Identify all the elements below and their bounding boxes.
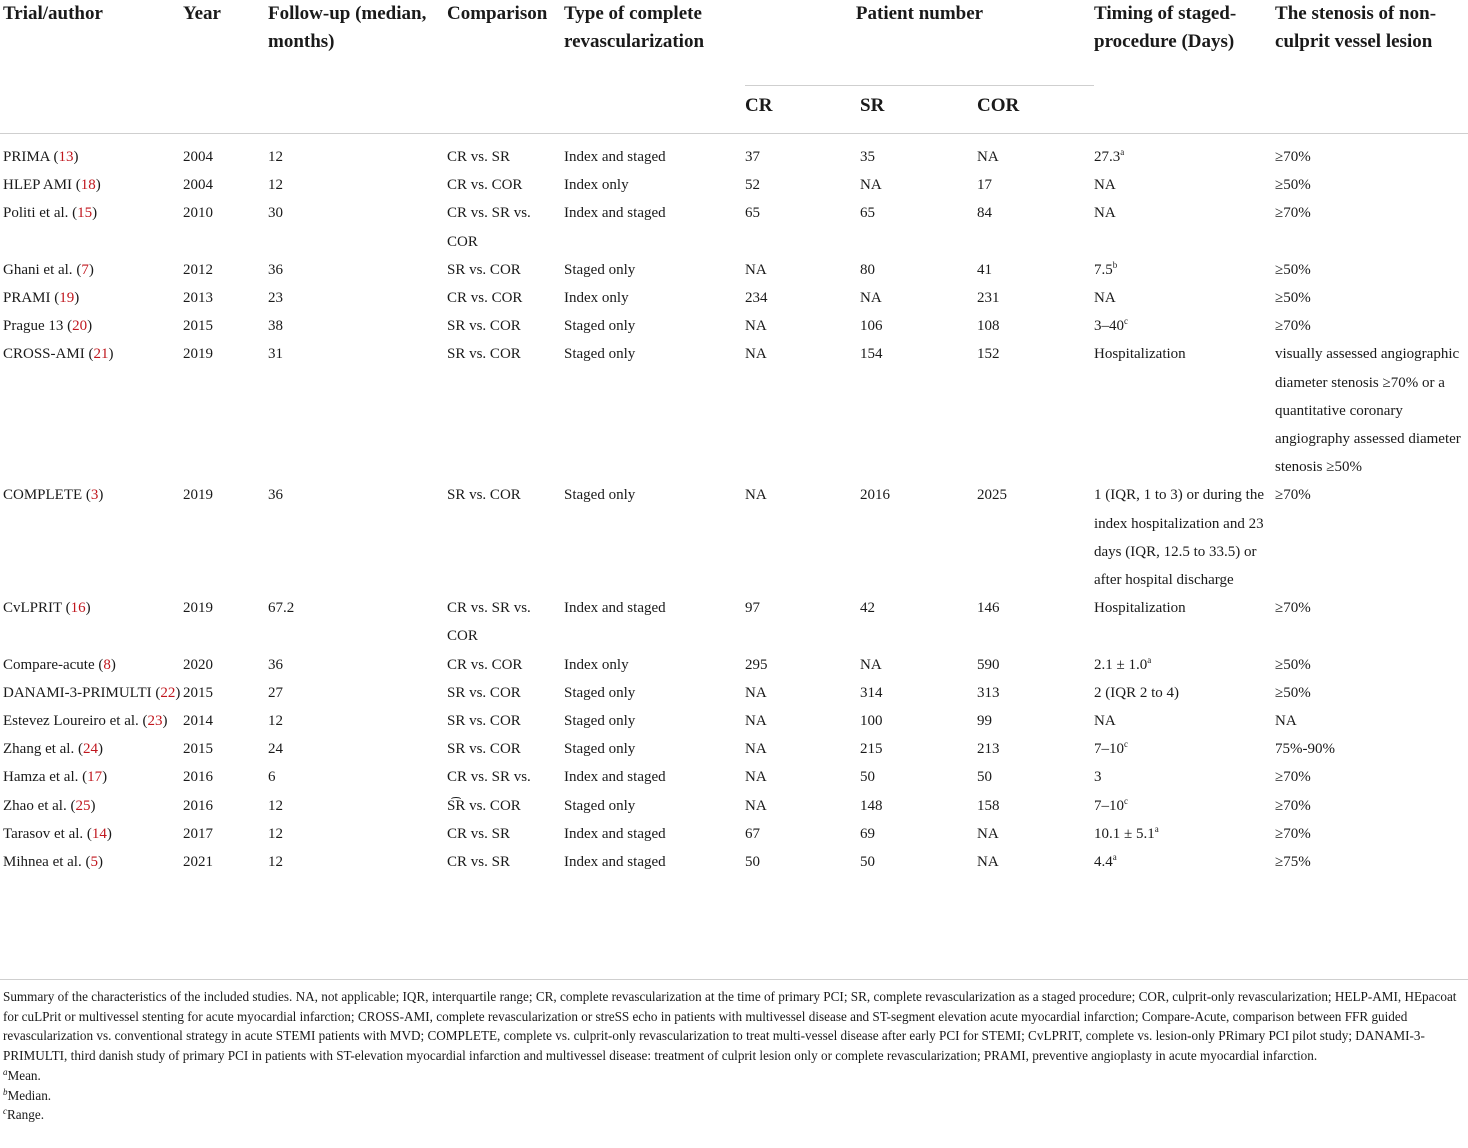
timing-value: Hospitalization — [1094, 346, 1186, 363]
cell-timing — [1094, 820, 1275, 848]
trial-name: Prague 13 — [3, 318, 64, 335]
footnote-marker: c — [1124, 795, 1129, 806]
timing-value: 7.5 — [1094, 261, 1113, 278]
cell-trial: COMPLETE (3) — [3, 487, 104, 504]
cell-timing — [1094, 340, 1275, 481]
cell-trial: Ghani et al. (7) — [3, 261, 94, 278]
cell-follow: 23 — [268, 290, 283, 307]
cell-cr: NA — [745, 713, 767, 730]
cell-sr: 65 — [860, 205, 875, 222]
cell-type: Staged only — [564, 487, 636, 504]
header-sr: SR — [860, 85, 977, 133]
header-spacer — [0, 133, 1468, 143]
table-row — [0, 312, 1468, 340]
timing-value: 3–40 — [1094, 318, 1125, 335]
reference-link[interactable]: 7 — [81, 261, 89, 278]
cell-comparison: SR vs. COR — [447, 346, 521, 363]
cell-timing — [1094, 284, 1275, 312]
table-row — [0, 284, 1468, 312]
cell-type: Staged only — [564, 318, 636, 335]
trial-name: Estevez Loureiro et al. — [3, 713, 139, 730]
cell-comparison: CR vs. SR vs. — [447, 769, 531, 786]
cell-cor: NA — [977, 854, 999, 871]
footnote-b — [3, 1086, 1465, 1106]
reference-link[interactable]: 18 — [80, 177, 96, 194]
trial-name: Hamza et al. — [3, 769, 79, 786]
table-row — [0, 143, 1468, 171]
table-row — [0, 594, 1468, 650]
timing-value: NA — [1094, 177, 1116, 194]
cell-sr: 50 — [860, 854, 875, 871]
trial-name: DANAMI-3-PRIMULTI — [3, 684, 152, 701]
trial-name: Ghani et al. — [3, 261, 73, 278]
cell-cr: NA — [745, 797, 767, 814]
cell-timing — [1094, 735, 1275, 763]
cell-follow: 12 — [268, 825, 283, 842]
cell-year: 2015 — [183, 318, 213, 335]
table-row — [0, 171, 1468, 199]
table-row — [0, 651, 1468, 679]
cell-trial: Mihnea et al. (5) — [3, 854, 103, 871]
cell-comparison: SR vs. COR — [447, 741, 521, 758]
cell-cr: NA — [745, 261, 767, 278]
reference-link[interactable]: 16 — [70, 600, 86, 617]
cell-year: 2019 — [183, 600, 213, 617]
cell-timing — [1094, 312, 1275, 340]
reference-link[interactable]: 5 — [90, 854, 98, 871]
cell-follow: 12 — [268, 713, 283, 730]
cell-trial: HLEP AMI (18) — [3, 177, 101, 194]
cell-type: Staged only — [564, 684, 636, 701]
cell-trial: Compare-acute (8) — [3, 656, 116, 673]
cell-cor: 146 — [977, 600, 1000, 617]
trial-name: Zhao et al. — [3, 797, 67, 814]
cell-cor: 152 — [977, 346, 1000, 363]
footnote-marker: a — [1112, 852, 1117, 863]
cell-comparison: SR vs. COR — [447, 487, 521, 504]
header-type: Type of complete revascularization — [564, 0, 745, 133]
cell-cr: 65 — [745, 205, 760, 222]
cell-sr: 42 — [860, 600, 875, 617]
cell-cr: 97 — [745, 600, 760, 617]
reference-link[interactable]: 13 — [58, 149, 74, 165]
cell-type: Index and staged — [564, 600, 666, 617]
cell-cor: 313 — [977, 684, 1000, 701]
footnote-divider — [0, 979, 1468, 980]
table-row — [0, 340, 1468, 481]
table-row — [0, 199, 1468, 255]
table-row — [0, 679, 1468, 707]
cell-timing — [1094, 171, 1275, 199]
footnote-b-text: Median. — [7, 1087, 52, 1103]
cell-follow: 12 — [268, 854, 283, 871]
cell-sr: 154 — [860, 346, 883, 363]
trial-name: HLEP AMI — [3, 177, 73, 194]
cell-type: Index and staged — [564, 149, 666, 165]
cell-cr: 50 — [745, 854, 760, 871]
trial-name: PRIMA — [3, 149, 50, 165]
cell-year: 2004 — [183, 149, 213, 165]
table-row — [0, 735, 1468, 763]
trial-name: Mihnea et al. — [3, 854, 82, 871]
cell-timing — [1094, 679, 1275, 707]
footnote-a — [3, 1066, 1465, 1086]
trial-name: PRAMI — [3, 290, 51, 307]
cell-comparison: SR vs. COR — [447, 713, 521, 730]
cell-timing — [1094, 651, 1275, 679]
footnote-c — [3, 1105, 1465, 1125]
footnote-a-label: a — [3, 1066, 8, 1077]
reference-link[interactable]: 20 — [72, 318, 88, 335]
cell-timing — [1094, 792, 1275, 820]
footnote-b-label: b — [3, 1086, 8, 1097]
cell-trial: PRAMI (19) — [3, 290, 80, 307]
header-stenosis: The stenosis of non-culprit vessel lesion — [1275, 0, 1468, 133]
cell-type: Staged only — [564, 261, 636, 278]
cell-follow: 12 — [268, 149, 283, 165]
cell-stenosis: ≥70% — [1275, 487, 1311, 504]
cell-stenosis: 75%-90% — [1275, 741, 1336, 758]
table-header — [0, 0, 1468, 133]
cell-cr: 67 — [745, 825, 760, 842]
cell-type: Index and staged — [564, 769, 666, 786]
cell-trial: Zhao et al. (25) — [3, 797, 96, 814]
cell-comparison: S͡R vs. COR — [447, 797, 521, 814]
timing-value: 7–10 — [1094, 741, 1125, 758]
trial-name: CROSS-AMI — [3, 346, 85, 363]
header-cr: CR — [745, 85, 860, 133]
reference-link[interactable]: 23 — [147, 713, 163, 730]
reference-link[interactable]: 15 — [77, 205, 93, 222]
cell-comparison: CR vs. SR — [447, 149, 510, 165]
cell-comparison: SR vs. COR — [447, 261, 521, 278]
cell-year: 2021 — [183, 854, 213, 871]
cell-year: 2019 — [183, 346, 213, 363]
table-row — [0, 848, 1468, 876]
cell-follow: 6 — [268, 769, 276, 786]
cell-sr: 215 — [860, 741, 883, 758]
cell-trial: Zhang et al. (24) — [3, 741, 103, 758]
cell-comparison: CR vs. SR — [447, 854, 510, 871]
cell-cor: NA — [977, 825, 999, 842]
cell-cor: 99 — [977, 713, 992, 730]
cell-comparison: CR vs. COR — [447, 656, 523, 673]
cell-sr: NA — [860, 290, 882, 307]
cell-type: Staged only — [564, 797, 636, 814]
cell-cor: 231 — [977, 290, 1000, 307]
trial-name: Tarasov et al. — [3, 825, 84, 842]
cell-sr: 80 — [860, 261, 875, 278]
timing-value: 27.3 — [1094, 149, 1121, 165]
cell-sr: 50 — [860, 769, 875, 786]
table-body — [0, 133, 1468, 876]
reference-link[interactable]: 19 — [59, 290, 75, 307]
cell-stenosis: ≥70% — [1275, 318, 1311, 335]
cell-stenosis: ≥70% — [1275, 797, 1311, 814]
cell-timing — [1094, 199, 1275, 255]
table-footnotes — [3, 987, 1465, 1125]
footnote-marker: a — [1120, 147, 1125, 157]
cell-year: 2013 — [183, 290, 213, 307]
table-row — [0, 707, 1468, 735]
reference-link[interactable]: 25 — [75, 797, 91, 814]
cell-comparison: SR vs. COR — [447, 318, 521, 335]
cell-follow: 12 — [268, 177, 283, 194]
cell-sr: 106 — [860, 318, 883, 335]
header-year: Year — [183, 0, 268, 133]
cell-cor: 108 — [977, 318, 1000, 335]
cell-trial: CvLPRIT (16) — [3, 600, 91, 617]
cell-trial: Politi et al. (15) — [3, 205, 98, 222]
cell-type: Staged only — [564, 346, 636, 363]
cell-stenosis: NA — [1275, 713, 1297, 730]
cell-type: Index and staged — [564, 825, 666, 842]
reference-link[interactable]: 24 — [82, 741, 98, 758]
cell-stenosis: ≥70% — [1275, 600, 1311, 617]
cell-year: 2015 — [183, 741, 213, 758]
cell-timing — [1094, 707, 1275, 735]
timing-value: 2 (IQR 2 to 4) — [1094, 684, 1180, 701]
cell-stenosis: ≥70% — [1275, 825, 1311, 842]
footnote-marker: c — [1124, 739, 1129, 750]
cell-trial: PRIMA (13) — [3, 149, 79, 165]
cell-follow: 12 — [268, 797, 283, 814]
cell-stenosis: visually assessed angiographic diameter stenosis ≥70% or a quantitative coronary angiography assessed diameter stenosis ≥50% — [1275, 346, 1461, 476]
cell-year: 2016 — [183, 769, 213, 786]
cell-timing — [1094, 143, 1275, 171]
cell-year: 2019 — [183, 487, 213, 504]
cell-trial: Estevez Loureiro et al. (23) — [3, 713, 168, 730]
header-comparison: Comparison — [447, 0, 564, 133]
table-row — [0, 763, 1468, 791]
cell-sr: NA — [860, 177, 882, 194]
cell-cr: 37 — [745, 149, 760, 165]
cell-sr: NA — [860, 656, 882, 673]
cell-year: 2014 — [183, 713, 213, 730]
cell-cr: NA — [745, 741, 767, 758]
cell-year: 2004 — [183, 177, 213, 194]
cell-cr: 295 — [745, 656, 768, 673]
cell-type: Index only — [564, 290, 629, 307]
cell-timing — [1094, 763, 1275, 791]
footnote-c-text: Range. — [7, 1107, 44, 1123]
trial-name: Compare-acute — [3, 656, 95, 673]
cell-comparison: CR vs. COR — [447, 290, 523, 307]
cell-cr: 52 — [745, 177, 760, 194]
cell-type: Index only — [564, 177, 629, 194]
footnote-marker: b — [1112, 259, 1118, 270]
cell-cor: 84 — [977, 205, 992, 222]
cell-cor: NA — [977, 149, 999, 165]
table-row — [0, 481, 1468, 594]
cell-trial: DANAMI-3-PRIMULTI (22) — [3, 684, 181, 701]
cell-year: 2015 — [183, 684, 213, 701]
cell-cor: 590 — [977, 656, 1000, 673]
cell-stenosis: ≥50% — [1275, 177, 1311, 194]
cell-sr: 148 — [860, 797, 883, 814]
cell-cr: NA — [745, 769, 767, 786]
cell-follow: 27 — [268, 684, 283, 701]
cell-type: Index only — [564, 656, 629, 673]
table-row — [0, 256, 1468, 284]
cell-trial: Prague 13 (20) — [3, 318, 93, 335]
header-cor: COR — [977, 85, 1094, 133]
header-trial: Trial/author — [0, 0, 183, 133]
cell-cor: 50 — [977, 769, 992, 786]
cell-follow: 24 — [268, 741, 283, 758]
trial-name: CvLPRIT — [3, 600, 62, 617]
cell-year: 2020 — [183, 656, 213, 673]
cell-year: 2017 — [183, 825, 213, 842]
reference-link[interactable]: 8 — [103, 656, 111, 673]
reference-link[interactable]: 3 — [90, 487, 99, 504]
cell-follow: 38 — [268, 318, 283, 335]
cell-type: Index and staged — [564, 854, 666, 871]
table-row — [0, 792, 1468, 820]
cell-comparison: CR vs. COR — [447, 177, 523, 194]
table-row — [0, 820, 1468, 848]
cell-cr: NA — [745, 346, 767, 363]
reference-link[interactable]: 14 — [91, 825, 107, 842]
footnote-marker: a — [1154, 823, 1159, 834]
footnote-marker: a — [1147, 654, 1152, 665]
footnote-summary: Summary of the characteristics of the included studies. NA, not applicable; IQR, interquartile range; CR, complete revascularization at the time of primary PCI; SR, complete revascularization as a staged procedure; COR, culprit-only revascularization; HELP-AMI, HEpacoat for cuLPrit or multivessel stenting for acute myocardial infarction; CROSS-AMI, complete revascularization or streSS echo in patients with multivessel disease and ST-segment elevation acute myocardial infarction; Compare-Acute, comparison between FFR guided revascularization vs. conventional strategy in acute STEMI patients with MVD; COMPLETE, complete vs. culprit-only revascularization to treat multi-vessel disease after early PCI for STEMI; CvLPRIT, complete vs. lesion-only PRimary PCI pilot study; DANAMI-3-PRIMULTI, third danish study of primary PCI in patients with ST-elevation myocardial infarction and multivessel disease: treatment of culprit lesion only or complete revascularization; PRAMI, preventive angioplasty in acute myocardial infarction. — [3, 989, 1457, 1064]
cell-cr: 234 — [745, 290, 768, 307]
cell-stenosis: ≥70% — [1275, 205, 1311, 222]
cell-timing — [1094, 848, 1275, 876]
trial-name: Zhang et al. — [3, 741, 75, 758]
cell-stenosis: ≥70% — [1275, 769, 1311, 786]
timing-value: NA — [1094, 713, 1116, 730]
cell-follow: 67.2 — [268, 600, 295, 617]
timing-value: 2.1 ± 1.0 — [1094, 656, 1148, 673]
timing-value: 3 — [1094, 769, 1102, 786]
cell-stenosis: ≥70% — [1275, 149, 1311, 165]
cell-follow: 30 — [268, 205, 283, 222]
footnote-marker: c — [1124, 316, 1129, 327]
cell-follow: 36 — [268, 656, 283, 673]
cell-stenosis: ≥50% — [1275, 261, 1311, 278]
header-follow-up: Follow-up (median, months) — [268, 0, 447, 133]
cell-trial: CROSS-AMI (21) — [3, 346, 114, 363]
cell-type: Staged only — [564, 741, 636, 758]
cell-stenosis: ≥50% — [1275, 290, 1311, 307]
reference-link[interactable]: 21 — [93, 346, 109, 363]
reference-link[interactable]: 17 — [87, 769, 103, 786]
cell-sr: 314 — [860, 684, 883, 701]
cell-cor: 213 — [977, 741, 1000, 758]
cell-follow: 36 — [268, 487, 283, 504]
reference-link[interactable]: 22 — [160, 684, 176, 701]
cell-cor: 41 — [977, 261, 992, 278]
cell-type: Index and staged — [564, 205, 666, 222]
cell-comparison: CR vs. SR — [447, 825, 510, 842]
cell-year: 2016 — [183, 797, 213, 814]
cell-cor: 2025 — [977, 487, 1007, 504]
cell-cor: 17 — [977, 177, 992, 194]
cell-sr: 2016 — [860, 487, 890, 504]
cell-sr: 69 — [860, 825, 875, 842]
cell-cr: NA — [745, 684, 767, 701]
cell-follow: 31 — [268, 346, 283, 363]
cell-trial: Tarasov et al. (14) — [3, 825, 112, 842]
cell-timing — [1094, 594, 1275, 650]
cell-comparison: SR vs. COR — [447, 684, 521, 701]
cell-comparison: CR vs. SR vs. COR — [447, 205, 531, 250]
cell-year: 2012 — [183, 261, 213, 278]
header-timing: Timing of staged-procedure (Days) — [1094, 0, 1275, 133]
trial-name: Politi et al. — [3, 205, 69, 222]
cell-stenosis: ≥75% — [1275, 854, 1311, 871]
cell-stenosis: ≥50% — [1275, 684, 1311, 701]
timing-value: 7–10 — [1094, 797, 1125, 814]
cell-cr: NA — [745, 318, 767, 335]
timing-value: 10.1 ± 5.1 — [1094, 825, 1155, 842]
cell-timing — [1094, 481, 1275, 594]
timing-value: NA — [1094, 205, 1116, 222]
cell-year: 2010 — [183, 205, 213, 222]
timing-value: Hospitalization — [1094, 600, 1186, 617]
cell-sr: 100 — [860, 713, 883, 730]
cell-cr: NA — [745, 487, 767, 504]
trial-name: COMPLETE — [3, 487, 83, 504]
cell-cor: 158 — [977, 797, 1000, 814]
cell-stenosis: ≥50% — [1275, 656, 1311, 673]
timing-value: NA — [1094, 290, 1116, 307]
footnote-c-label: c — [3, 1106, 7, 1117]
cell-type: Staged only — [564, 713, 636, 730]
cell-follow: 36 — [268, 261, 283, 278]
footnote-a-text: Mean. — [7, 1067, 41, 1083]
cell-sr: 35 — [860, 149, 875, 165]
cell-comparison: CR vs. SR vs. COR — [447, 600, 531, 645]
cell-trial: Hamza et al. (17) — [3, 769, 108, 786]
cell-timing — [1094, 256, 1275, 284]
timing-value: 1 (IQR, 1 to 3) or during the index hospitalization and 23 days (IQR, 12.5 to 33.5) or after hospital discharge — [1094, 487, 1264, 589]
timing-value: 4.4 — [1094, 854, 1113, 871]
header-patient-number: Patient number — [745, 0, 1094, 85]
